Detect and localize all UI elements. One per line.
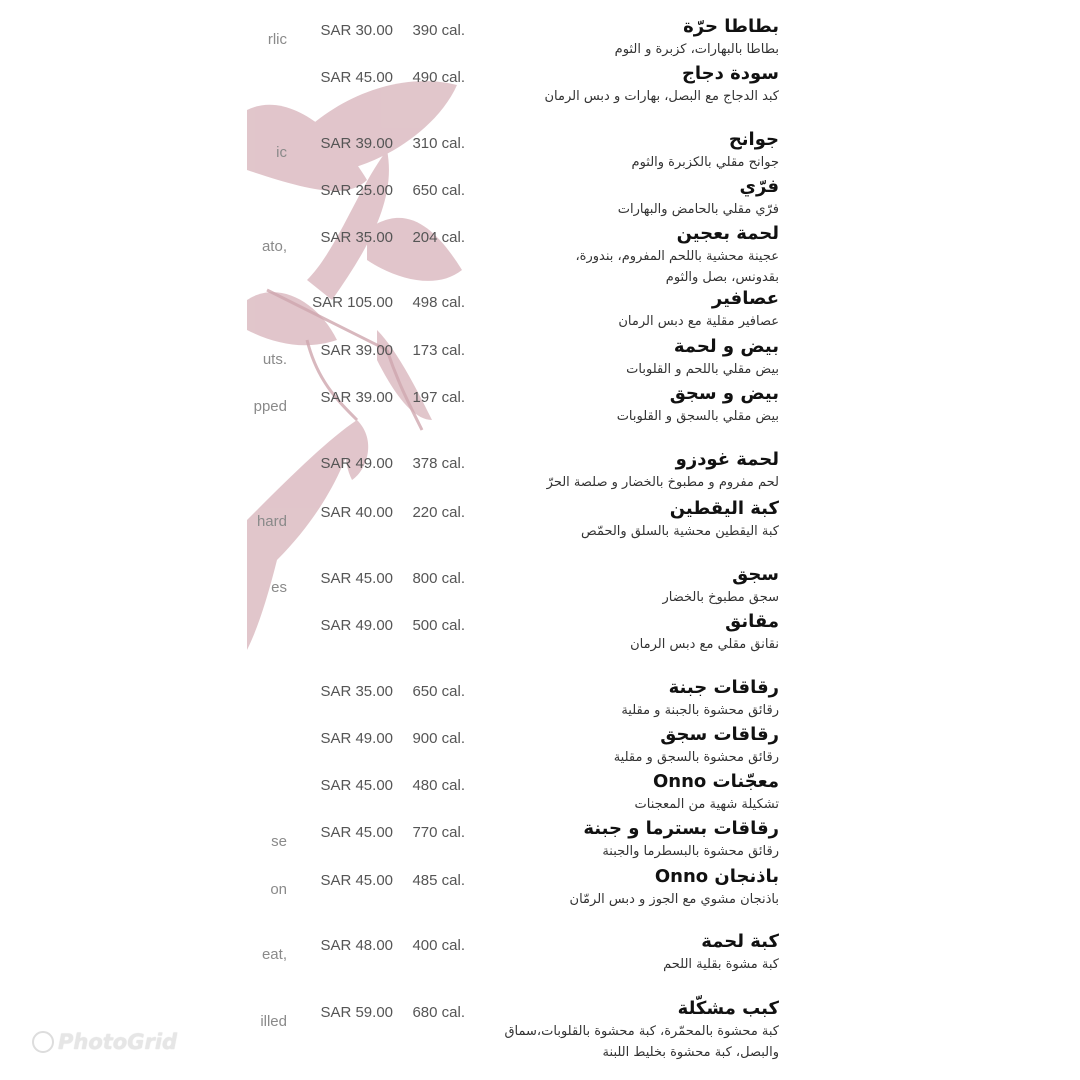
cut-english-word: on (270, 881, 287, 898)
item-name: كبة اليقطين (669, 498, 779, 519)
item-calories: 650 cal. (412, 182, 465, 199)
item-calories: 485 cal. (412, 872, 465, 889)
item-description: عجينة محشية باللحم المفروم، بندورة، بقدونس، بصل والثوم (575, 249, 779, 285)
item-calories: 310 cal. (412, 135, 465, 152)
item-name: بيض و سجق (669, 383, 779, 404)
item-price: SAR 39.00 (320, 389, 393, 406)
item-description: بيض مقلي باللحم و القلوبات (626, 362, 779, 377)
blank-left-margin (0, 0, 247, 1080)
item-calories: 498 cal. (412, 294, 465, 311)
menu-item (247, 223, 807, 283)
item-name: سودة دجاج (681, 63, 779, 84)
item-calories: 770 cal. (412, 824, 465, 841)
item-calories: 197 cal. (412, 389, 465, 406)
item-description: رقائق محشوة بالجبنة و مقلية (621, 703, 779, 718)
item-price: SAR 59.00 (320, 1004, 393, 1021)
item-description: لحم مفروم و مطبوخ بالخضار و صلصة الحرّ (546, 475, 779, 490)
item-name: كبب مشكّلة (677, 998, 779, 1019)
item-description: عصافير مقلية مع دبس الرمان (618, 314, 779, 329)
item-calories: 900 cal. (412, 730, 465, 747)
item-description: نقانق مقلي مع دبس الرمان (630, 637, 779, 652)
item-price: SAR 49.00 (320, 730, 393, 747)
item-description: بيض مقلي بالسجق و القلوبات (616, 409, 779, 424)
item-description: كبة اليقطين محشية بالسلق والحمّص (581, 524, 779, 539)
item-price: SAR 45.00 (320, 777, 393, 794)
item-price: SAR 35.00 (320, 683, 393, 700)
item-calories: 173 cal. (412, 342, 465, 359)
item-name: سجق (732, 564, 779, 585)
item-description: فرّي مقلي بالحامض والبهارات (617, 202, 779, 217)
item-name: رقاقات جبنة (668, 677, 779, 698)
item-calories: 800 cal. (412, 570, 465, 587)
cut-english-word: ic (276, 144, 287, 161)
cut-english-word: es (271, 579, 287, 596)
item-price: SAR 45.00 (320, 824, 393, 841)
cut-english-word: rlic (267, 31, 287, 48)
item-name: رقاقات سجق (660, 724, 779, 745)
item-name: معجّنات Onno (652, 771, 779, 792)
item-name: بيض و لحمة (673, 336, 779, 357)
cut-english-word: hard (256, 513, 287, 530)
menu-item (247, 866, 807, 926)
item-description: تشكيلة شهية من المعجنات (634, 797, 779, 812)
cut-english-word: se (271, 833, 287, 850)
item-calories: 220 cal. (412, 504, 465, 521)
item-price: SAR 45.00 (320, 69, 393, 86)
item-price: SAR 30.00 (320, 22, 393, 39)
item-calories: 680 cal. (412, 1004, 465, 1021)
item-name: بطاطا حرّة (683, 16, 779, 37)
item-price: SAR 105.00 (312, 294, 393, 311)
item-price: SAR 25.00 (320, 182, 393, 199)
watermark-text: PhotoGrid (58, 1030, 178, 1054)
cut-english-word: eat, (261, 946, 287, 963)
item-calories: 500 cal. (412, 617, 465, 634)
item-price: SAR 45.00 (320, 570, 393, 587)
item-price: SAR 39.00 (320, 342, 393, 359)
item-calories: 490 cal. (412, 69, 465, 86)
item-description: كبة مشوة بقلية اللحم (663, 957, 779, 972)
item-description: كبد الدجاج مع البصل، بهارات و دبس الرمان (544, 89, 779, 104)
item-price: SAR 35.00 (320, 229, 393, 246)
item-name: فرّي (739, 176, 779, 197)
item-description: جوانح مقلي بالكزبرة والثوم (631, 155, 779, 170)
item-calories: 480 cal. (412, 777, 465, 794)
item-description: رقائق محشوة بالسجق و مقلية (613, 750, 779, 765)
menu-item (247, 498, 807, 558)
menu-page (247, 0, 807, 1080)
item-name: باذنجان Onno (654, 866, 779, 887)
item-name: كبة لحمة (701, 931, 779, 952)
menu-item (247, 931, 807, 991)
item-price: SAR 39.00 (320, 135, 393, 152)
item-description: سجق مطبوخ بالخضار (662, 590, 779, 605)
menu-item (247, 63, 807, 123)
item-calories: 390 cal. (412, 22, 465, 39)
item-description: رقائق محشوة بالبسطرما والجبنة (602, 844, 779, 859)
photogrid-watermark (32, 1030, 177, 1054)
item-name: مقانق (725, 611, 779, 632)
item-price: SAR 49.00 (320, 455, 393, 472)
cut-english-word: pped (253, 398, 287, 415)
item-description: بطاطا بالبهارات، كزبرة و الثوم (614, 42, 779, 57)
item-calories: 400 cal. (412, 937, 465, 954)
item-price: SAR 40.00 (320, 504, 393, 521)
item-name: عصافير (711, 288, 779, 309)
cut-english-word: uts. (262, 351, 287, 368)
menu-item (247, 611, 807, 671)
item-calories: 650 cal. (412, 683, 465, 700)
item-description: كبة محشوة بالمحمّرة، كبة محشوة بالقلوبات،سماق والبصل، كبة محشوة بخليط اللبنة (504, 1024, 779, 1060)
item-price: SAR 45.00 (320, 872, 393, 889)
item-name: جوانح (728, 129, 779, 150)
cut-english-word: ato, (261, 238, 287, 255)
item-calories: 204 cal. (412, 229, 465, 246)
item-name: لحمة بعجين (676, 223, 779, 244)
item-name: رقاقات بسترما و جبنة (583, 818, 779, 839)
cut-english-word: illed (260, 1013, 287, 1030)
menu-item (247, 998, 807, 1058)
item-price: SAR 49.00 (320, 617, 393, 634)
item-price: SAR 48.00 (320, 937, 393, 954)
smiley-icon (32, 1031, 54, 1053)
item-name: لحمة غودزو (675, 449, 779, 470)
item-calories: 378 cal. (412, 455, 465, 472)
menu-item (247, 383, 807, 443)
item-description: باذنجان مشوي مع الجوز و دبس الرمّان (569, 892, 779, 907)
